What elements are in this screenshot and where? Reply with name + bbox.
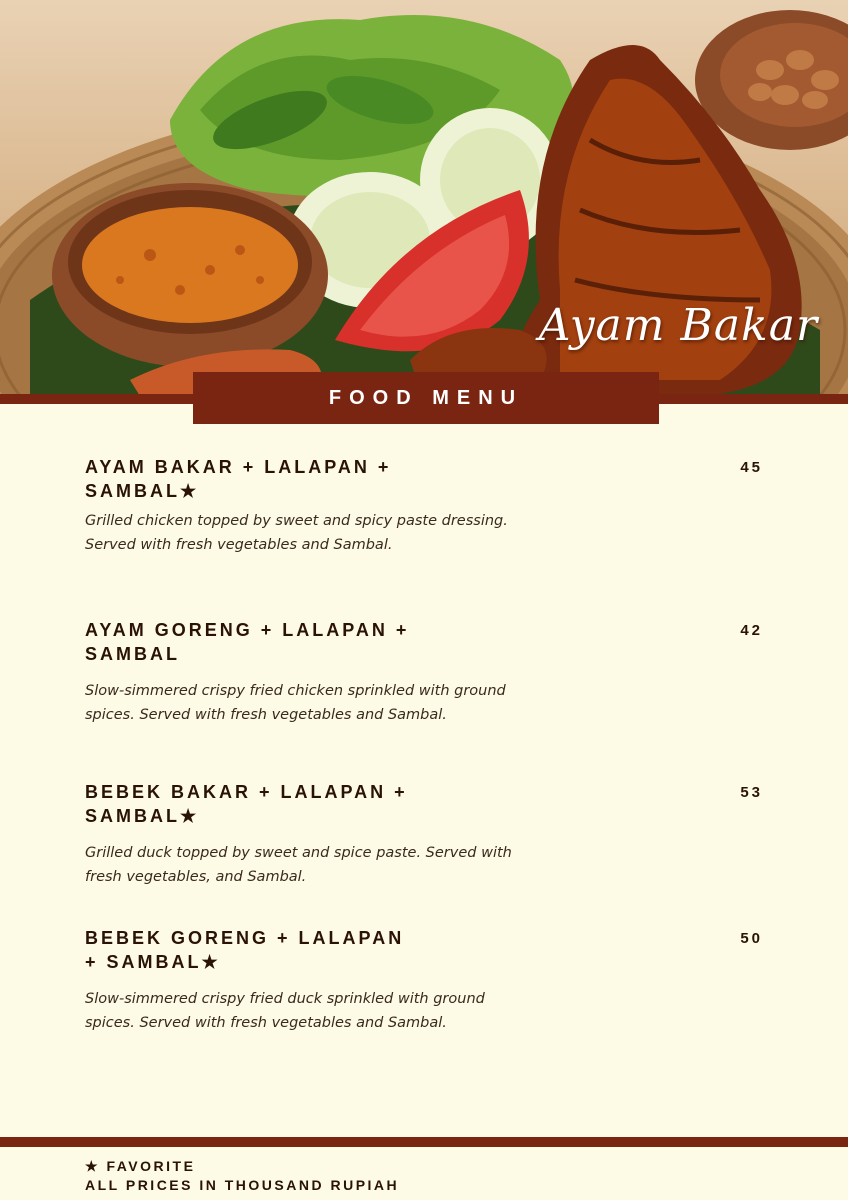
hero-script-title: Ayam Bakar <box>538 300 818 351</box>
menu-item-price: 53 <box>740 784 763 801</box>
menu-item-description: Grilled duck topped by sweet and spice paste. Served with fresh vegetables, and Sambal. <box>85 845 512 885</box>
footer-notes <box>85 1157 399 1195</box>
menu-item-description: Grilled chicken topped by sweet and spicy paste dressing. Served with fresh vegetables and Sambal. <box>85 513 508 553</box>
menu-item-description: Slow-simmered crispy fried chicken sprinkled with ground spices. Served with fresh vegetables and Sambal. <box>85 683 506 723</box>
menu-item <box>85 455 765 557</box>
prices-note: ALL PRICES IN THOUSAND RUPIAH <box>85 1177 400 1193</box>
menu-item-name: AYAM GORENG + LALAPAN + SAMBAL <box>85 620 410 664</box>
menu-title-banner <box>193 372 659 424</box>
menu-item-price: 42 <box>740 622 763 639</box>
menu-item <box>85 926 765 1035</box>
favorite-legend: ★ FAVORITE <box>85 1158 196 1174</box>
menu-item <box>85 780 765 889</box>
menu-item-name: BEBEK BAKAR + LALAPAN + SAMBAL★ <box>85 782 408 826</box>
menu-item-name: BEBEK GORENG + LALAPAN + SAMBAL★ <box>85 928 405 972</box>
menu-item <box>85 618 765 727</box>
menu-item-price: 50 <box>740 930 763 947</box>
menu-item-description: Slow-simmered crispy fried duck sprinkled with ground spices. Served with fresh vegetables and Sambal. <box>85 991 485 1031</box>
menu-item-name: AYAM BAKAR + LALAPAN + SAMBAL★ <box>85 457 392 501</box>
footer-divider <box>0 1137 848 1147</box>
menu-title: FOOD MENU <box>328 386 524 409</box>
menu-item-price: 45 <box>740 459 763 476</box>
hero-food-photo <box>0 0 848 396</box>
